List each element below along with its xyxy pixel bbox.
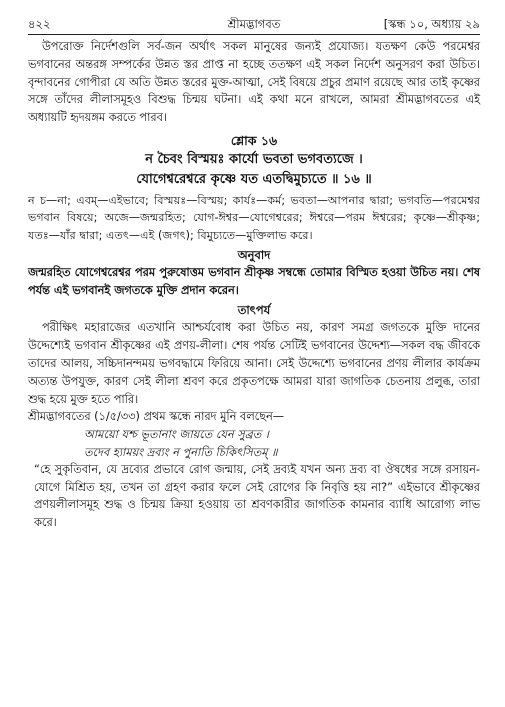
quote-line-1: আময়ো যশ্চ ভূতানাং জায়তে যেন সুব্রত ।	[84, 427, 269, 441]
verse-line-2: যোগেশ্বরেশ্বরে কৃষ্ণে যত এতদ্বিমুচ্যতে ॥ ১৬ ॥	[136, 171, 372, 187]
purport-heading: তাৎপর্য	[237, 303, 271, 318]
closing-paragraph: “হে সুকৃতিবান, যে দ্রব্যের প্রভাবে রোগ জন্মায়, সেই দ্রব্যই যখন অন্য দ্রব্য বা ঔষধের সঙ্গে রসায়ন-যোগে মিশ্রিত হয়, তখন তা গ্রহণ করার ফলে সেই রোগের কি নিবৃত্তি হয় না?” এইভাবে শ্রীকৃষ্ণের প্রণয়লীলাসমূহ শুদ্ধ ও চিন্ময় ক্রিয়া হওয়ায় তা শ্রবণকারীর জাগতিক কামনার ব্যাধি আরোগ্য লাভ করে।	[34, 463, 480, 529]
word-for-word: ন চ—না; এবম্—এইভাবে; বিস্ময়ঃ—বিস্ময়; কার্যঃ—কর্ম; ভবতা—আপনার দ্বারা; ভগবতি—পরমেশ্বর ভগবান বিষয়ে; অজে—জন্মরহিত; যোগ-ঈশ্বর—যোগেশ্বরের; ঈশ্বরে—পরম ঈশ্বরের; কৃষ্ণে—শ্রীকৃষ্ণ; যতঃ—যাঁর দ্বারা; এতৎ—এই (জগৎ); বিমুচ্যতে—মুক্তিলাভ করে।	[28, 193, 480, 242]
sloka-heading: শ্লোক ১৬	[230, 132, 278, 148]
translation-heading: অনুবাদ	[237, 248, 271, 263]
running-title: শ্রীমদ্ভাগবত	[227, 17, 281, 31]
purport-paragraph: পরীক্ষিৎ মহারাজের এতখানি আশ্চর্যবোধ করা উচিত নয়, কারণ সমগ্র জগতকে মুক্তি দানের উদ্দেশ্যেই ভগবান শ্রীকৃষ্ণের এই প্রণয়-লীলা। শেষ পর্যন্ত সেটিই ভগবানের উদ্দেশ্য—সকল বদ্ধ জীবকে তাদের আলয়, সচ্চিদানন্দময় ভগবদ্ধামে ফিরিয়ে আনা। সেই উদ্দেশ্যে ভগবানের প্রণয় লীলার কার্যক্রম অত্যন্ত উপযুক্ত, কারণ সেই লীলা শ্রবণ করে প্রকৃতপক্ষে আমরা যারা জাগতিক চেতনায় প্রলুব্ধ, তারা শুদ্ধ হয়ে মুক্ত হতে পারি।	[28, 321, 480, 406]
translation-text: জন্মরহিত যোগেশ্বরেশ্বর পরম পুরুষোত্তম ভগবান শ্রীকৃষ্ণ সম্বন্ধে তোমার বিস্মিত হওয়া উচিত নয়। শেষ পর্যন্ত এই ভগবানই জগতকে মুক্তি প্রদান করেন।	[28, 266, 480, 297]
intro-paragraph: উপরোক্ত নির্দেশগুলি সর্ব-জন অর্থাৎ সকল মানুষের জন্যই প্রযোজ্য। যতক্ষণ কেউ পরমেশ্বর ভগবানের অন্তরঙ্গ সম্পর্কের উন্নত স্তর প্রাপ্ত না হচ্ছে ততক্ষণ এই সকল নির্দেশ অনুসরণ করা উচিত। বৃন্দাবনের গোপীরা যে অতি উন্নত স্তরের মুক্ত-আত্মা, সেই বিষয়ে প্রচুর প্রমাণ রয়েছে আর তাই কৃষ্ণের সঙ্গে তাঁদের লীলাসমূহও বিশুদ্ধ চিন্ময় ঘটনা। এই কথা মনে রাখলে, আমরা শ্রীমদ্ভাগবতের এই অধ্যায়টি হৃদয়ঙ্গম করতে পারব।	[28, 40, 480, 125]
chapter-reference: [স্কন্ধ ১০, অধ্যায় ২৯	[383, 17, 480, 31]
book-page	[28, 16, 480, 532]
verse-line-1: ন চৈবং বিস্ময়ঃ কার্যো ভবতা ভগবত্যজে ।	[145, 151, 363, 167]
header-rule	[28, 34, 480, 35]
page-header	[28, 16, 480, 38]
page-number: ৪২২	[28, 17, 51, 31]
quote-lead: শ্রীমদ্ভাগবতের (১/৫/৩৩) প্রথম স্কন্ধে নারদ মুনি বলছেন—	[28, 410, 285, 424]
quote-line-2: তদেব হ্যাময়ং দ্রব্যং ন পুনাতি চিকিৎসিতম্ ॥	[84, 445, 278, 459]
